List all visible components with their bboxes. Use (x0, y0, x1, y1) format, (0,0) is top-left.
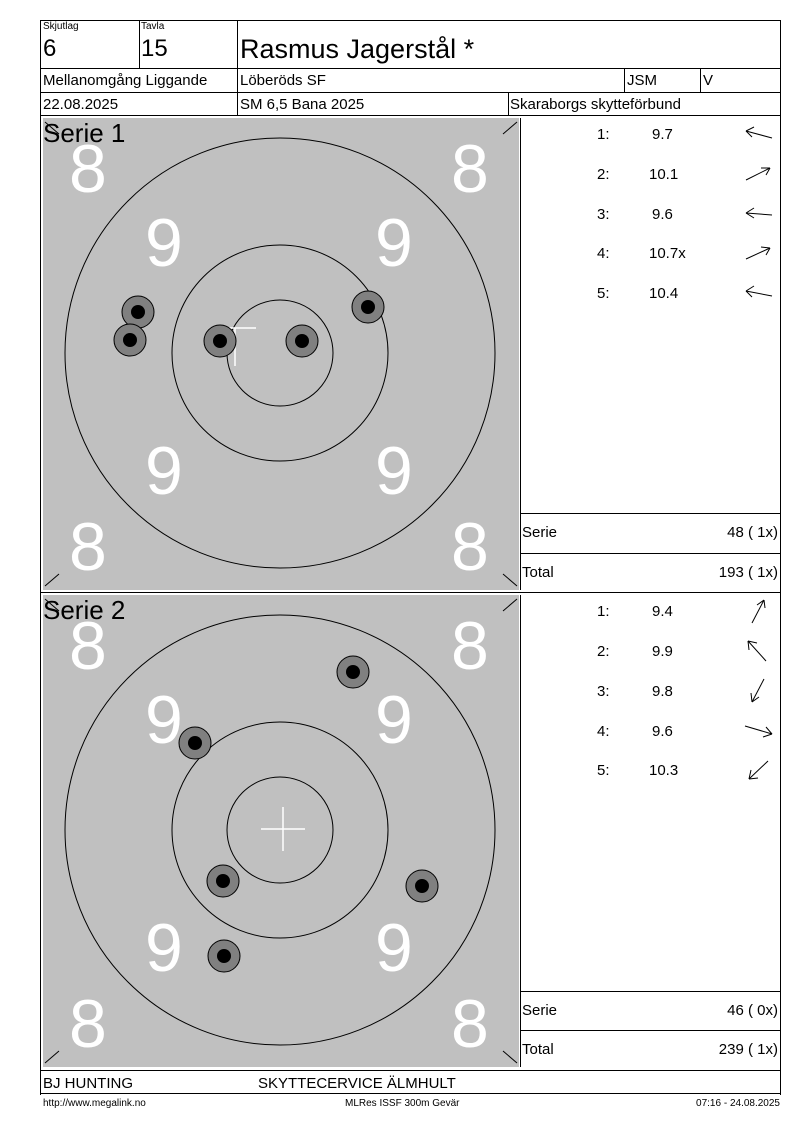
ring-label-9: 9 (145, 433, 183, 509)
shot-value: 9.8 (652, 683, 673, 700)
class-name: Mellanomgång Liggande (43, 72, 208, 89)
ring-label-8: 8 (451, 131, 489, 207)
ring-label-8: 8 (451, 509, 489, 585)
shot-number: 1: (597, 126, 610, 143)
tavla-value: 15 (141, 35, 168, 62)
tavla-label: Tavla (141, 21, 165, 32)
shot-number: 3: (597, 206, 610, 223)
total-value: 239 ( 1x) (718, 1041, 778, 1058)
total-label: Total (522, 1041, 554, 1058)
arrow-left-up-icon (742, 281, 776, 303)
shot-number: 5: (597, 762, 610, 779)
club-name: Löberöds SF (240, 72, 326, 89)
ring-label-8: 8 (69, 131, 107, 207)
arrow-down-left-icon (744, 756, 772, 784)
footer-url[interactable]: http://www.megalink.no (43, 1098, 146, 1109)
shot-value: 10.7x (649, 245, 686, 262)
arrow-right-up-icon (742, 241, 776, 263)
shot-number: 1: (597, 603, 610, 620)
ring-label-8: 8 (69, 608, 107, 684)
skjutlag-label: Skjutlag (43, 21, 79, 32)
total-label: Total (522, 564, 554, 581)
footer-timestamp: 07:16 - 24.08.2025 (696, 1098, 780, 1109)
target-2-graphic (43, 595, 519, 1067)
class-code-2: V (703, 72, 714, 89)
shot-value: 10.3 (649, 762, 679, 779)
shot-number: 4: (597, 245, 610, 262)
shot-value: 9.7 (652, 126, 673, 143)
federation-name: Skaraborgs skytteförbund (510, 96, 681, 113)
shot-value: 9.6 (652, 206, 673, 223)
ring-label-9: 9 (145, 205, 183, 281)
ring-label-9: 9 (375, 205, 413, 281)
ring-label-8: 8 (69, 986, 107, 1062)
shot-number: 2: (597, 166, 610, 183)
serie-sum-value: 46 ( 0x) (727, 1002, 778, 1019)
competition-name: SM 6,5 Bana 2025 (240, 96, 365, 113)
serie-title: Serie 1 (43, 118, 126, 148)
serie-sum-value: 48 ( 1x) (727, 524, 778, 541)
ring-label-9: 9 (145, 910, 183, 986)
skjutlag-value: 6 (43, 35, 57, 62)
ring-label-9: 9 (375, 910, 413, 986)
serie-title: Serie 2 (43, 595, 126, 625)
ring-label-9: 9 (375, 433, 413, 509)
ring-label-9: 9 (375, 682, 413, 758)
shot-value: 9.9 (652, 643, 673, 660)
target-2 (43, 595, 519, 1067)
shot-number: 2: (597, 643, 610, 660)
arrow-down-left-icon (744, 676, 772, 706)
shot-marks-1 (114, 291, 384, 357)
shot-number: 4: (597, 723, 610, 740)
target-1-graphic (43, 118, 519, 590)
arrow-right-down-icon (742, 720, 776, 742)
footer-system: MLRes ISSF 300m Gevär (345, 1098, 460, 1109)
date: 22.08.2025 (43, 96, 119, 113)
ring-label-8: 8 (451, 608, 489, 684)
shot-value: 10.1 (649, 166, 679, 183)
arrow-up-left-icon (744, 637, 772, 665)
shot-number: 5: (597, 285, 610, 302)
shot-value: 9.6 (652, 723, 673, 740)
ring-label-9: 9 (145, 682, 183, 758)
serie-sum-label: Serie (522, 524, 558, 541)
class-code: JSM (627, 72, 657, 89)
total-value: 193 ( 1x) (718, 564, 778, 581)
sponsor-2: SKYTTECERVICE ÄLMHULT (258, 1075, 456, 1092)
shot-number: 3: (597, 683, 610, 700)
ring-label-8: 8 (69, 509, 107, 585)
shooter-name: Rasmus Jagerstål * (240, 34, 475, 64)
serie-sum-label: Serie (522, 1002, 558, 1019)
arrow-up-right-icon (744, 596, 772, 626)
arrow-left-up-icon (742, 122, 776, 144)
sponsor-1: BJ HUNTING (43, 1075, 133, 1092)
shot-value: 9.4 (652, 603, 673, 620)
target-1 (43, 118, 519, 590)
shot-value: 10.4 (649, 285, 679, 302)
arrow-right-up-icon (742, 162, 776, 184)
arrow-left-icon (742, 202, 776, 224)
ring-label-8: 8 (451, 986, 489, 1062)
